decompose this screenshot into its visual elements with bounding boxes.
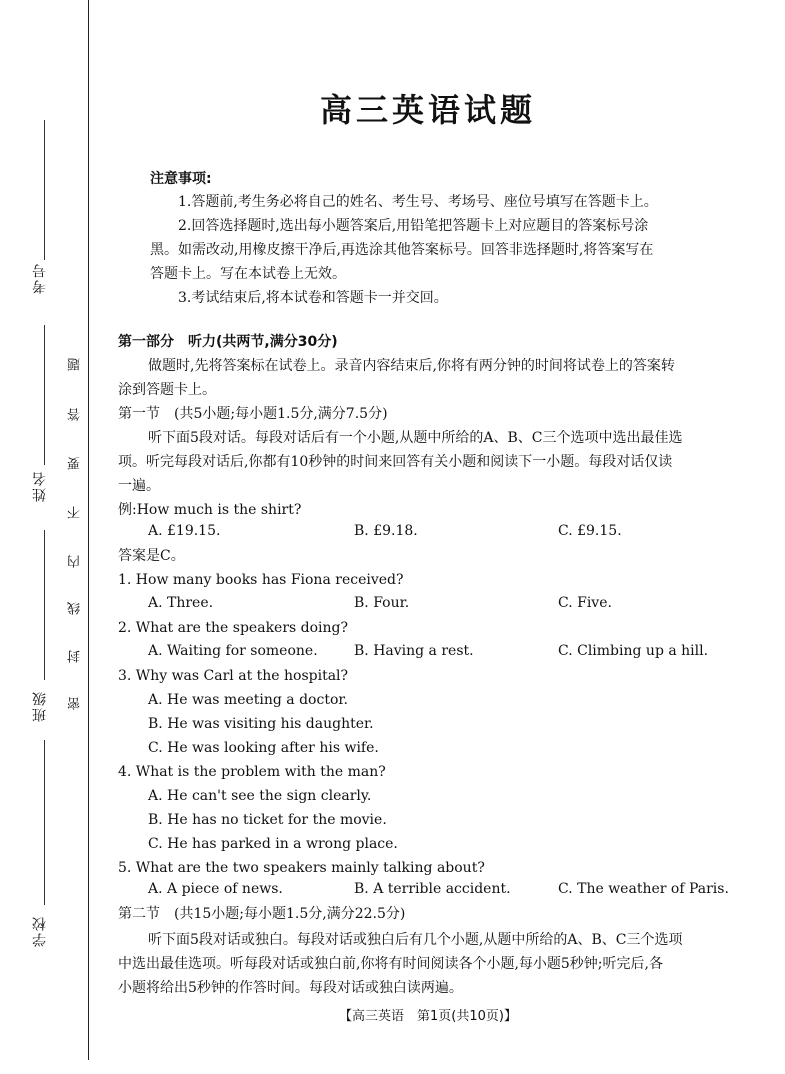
q2-option-c: C. Climbing up a hill. bbox=[558, 643, 709, 659]
part1-intro: 涂到答题卡上。 bbox=[118, 382, 216, 398]
name-label: 姓名 bbox=[32, 470, 48, 502]
example-question: 例:How much is the shirt? bbox=[118, 502, 302, 518]
section2-instruction: 听下面5段对话或独白。每段对话或独白后有几个小题,从题中所给的A、B、C三个选项 bbox=[148, 932, 683, 948]
section1-heading: 第一节 (共5小题;每小题1.5分,满分7.5分) bbox=[118, 406, 388, 422]
q2-option-a: A. Waiting for someone. bbox=[148, 643, 318, 659]
class-label: 班级 bbox=[32, 690, 48, 722]
section1-instruction: 听下面5段对话。每段对话后有一个小题,从题中所给的A、B、C三个选项中选出最佳选 bbox=[148, 430, 683, 446]
q1-option-c: C. Five. bbox=[558, 595, 612, 611]
q3-option-a: A. He was meeting a doctor. bbox=[148, 692, 348, 708]
notice-item: 答题卡上。写在本试卷上无效。 bbox=[150, 266, 346, 282]
section2-instruction: 中选出最佳选项。听每段对话或独白前,你将有时间阅读各个小题,每小题5秒钟;听完后,各 bbox=[118, 956, 663, 972]
question-4: 4. What is the problem with the man? bbox=[118, 764, 386, 780]
class-line bbox=[44, 530, 45, 680]
q1-option-b: B. Four. bbox=[354, 595, 410, 611]
question-1: 1. How many books has Fiona received? bbox=[118, 572, 404, 588]
seal-char: 封 bbox=[68, 650, 83, 663]
seal-char: 内 bbox=[68, 555, 83, 568]
part1-heading: 第一部分 听力(共两节,满分30分) bbox=[118, 334, 338, 350]
q5-option-b: B. A terrible accident. bbox=[354, 881, 511, 897]
seal-char: 题 bbox=[68, 358, 83, 371]
section2-instruction: 小题将给出5秒钟的作答时间。每段对话或独白读两遍。 bbox=[118, 980, 463, 996]
exam-number-label: 考号 bbox=[32, 262, 48, 294]
example-option-c: C. £9.15. bbox=[558, 523, 622, 539]
q4-option-a: A. He can't see the sign clearly. bbox=[148, 788, 372, 804]
seal-char: 密 bbox=[68, 697, 83, 710]
q4-option-b: B. He has no ticket for the movie. bbox=[148, 812, 387, 828]
seal-char: 要 bbox=[68, 457, 83, 470]
question-2: 2. What are the speakers doing? bbox=[118, 620, 349, 636]
question-3: 3. Why was Carl at the hospital? bbox=[118, 668, 349, 684]
name-line bbox=[44, 325, 45, 465]
section1-instruction: 项。听完每段对话后,你都有10秒钟的时间来回答有关小题和阅读下一小题。每段对话仅读 bbox=[118, 454, 673, 470]
notice-item: 1.答题前,考生务必将自己的姓名、考生号、考场号、座位号填写在答题卡上。 bbox=[178, 194, 658, 210]
notice-item: 黑。如需改动,用橡皮擦干净后,再选涂其他答案标号。回答非选择题时,将答案写在 bbox=[150, 242, 654, 258]
school-line bbox=[44, 740, 45, 905]
exam-number-line bbox=[44, 120, 45, 260]
part1-intro: 做题时,先将答案标在试卷上。录音内容结束后,你将有两分钟的时间将试卷上的答案转 bbox=[148, 358, 675, 374]
q5-option-c: C. The weather of Paris. bbox=[558, 881, 729, 897]
example-option-a: A. £19.15. bbox=[148, 523, 221, 539]
example-answer: 答案是C。 bbox=[118, 548, 185, 564]
notice-heading: 注意事项: bbox=[150, 171, 212, 187]
binding-margin bbox=[0, 0, 88, 1074]
q3-option-b: B. He was visiting his daughter. bbox=[148, 716, 374, 732]
section2-heading: 第二节 (共15小题;每小题1.5分,满分22.5分) bbox=[118, 906, 406, 922]
q5-option-a: A. A piece of news. bbox=[148, 881, 283, 897]
q3-option-c: C. He was looking after his wife. bbox=[148, 740, 379, 756]
page-title: 高三英语试题 bbox=[319, 91, 536, 129]
section1-instruction: 一遍。 bbox=[118, 478, 160, 494]
q4-option-c: C. He has parked in a wrong place. bbox=[148, 836, 398, 852]
page-footer: 【高三英语 第1页(共10页)】 bbox=[339, 1009, 517, 1024]
notice-item: 3.考试结束后,将本试卷和答题卡一并交回。 bbox=[178, 290, 448, 306]
seal-char: 答 bbox=[68, 408, 83, 421]
seal-char: 线 bbox=[68, 602, 83, 615]
seal-char: 不 bbox=[68, 506, 83, 519]
margin-divider bbox=[88, 0, 89, 1060]
notice-item: 2.回答选择题时,选出每小题答案后,用铅笔把答题卡上对应题目的答案标号涂 bbox=[178, 218, 649, 234]
q2-option-b: B. Having a rest. bbox=[354, 643, 474, 659]
school-label: 学校 bbox=[32, 915, 48, 947]
example-option-b: B. £9.18. bbox=[354, 523, 418, 539]
q1-option-a: A. Three. bbox=[148, 595, 214, 611]
question-5: 5. What are the two speakers mainly talking about? bbox=[118, 860, 485, 876]
